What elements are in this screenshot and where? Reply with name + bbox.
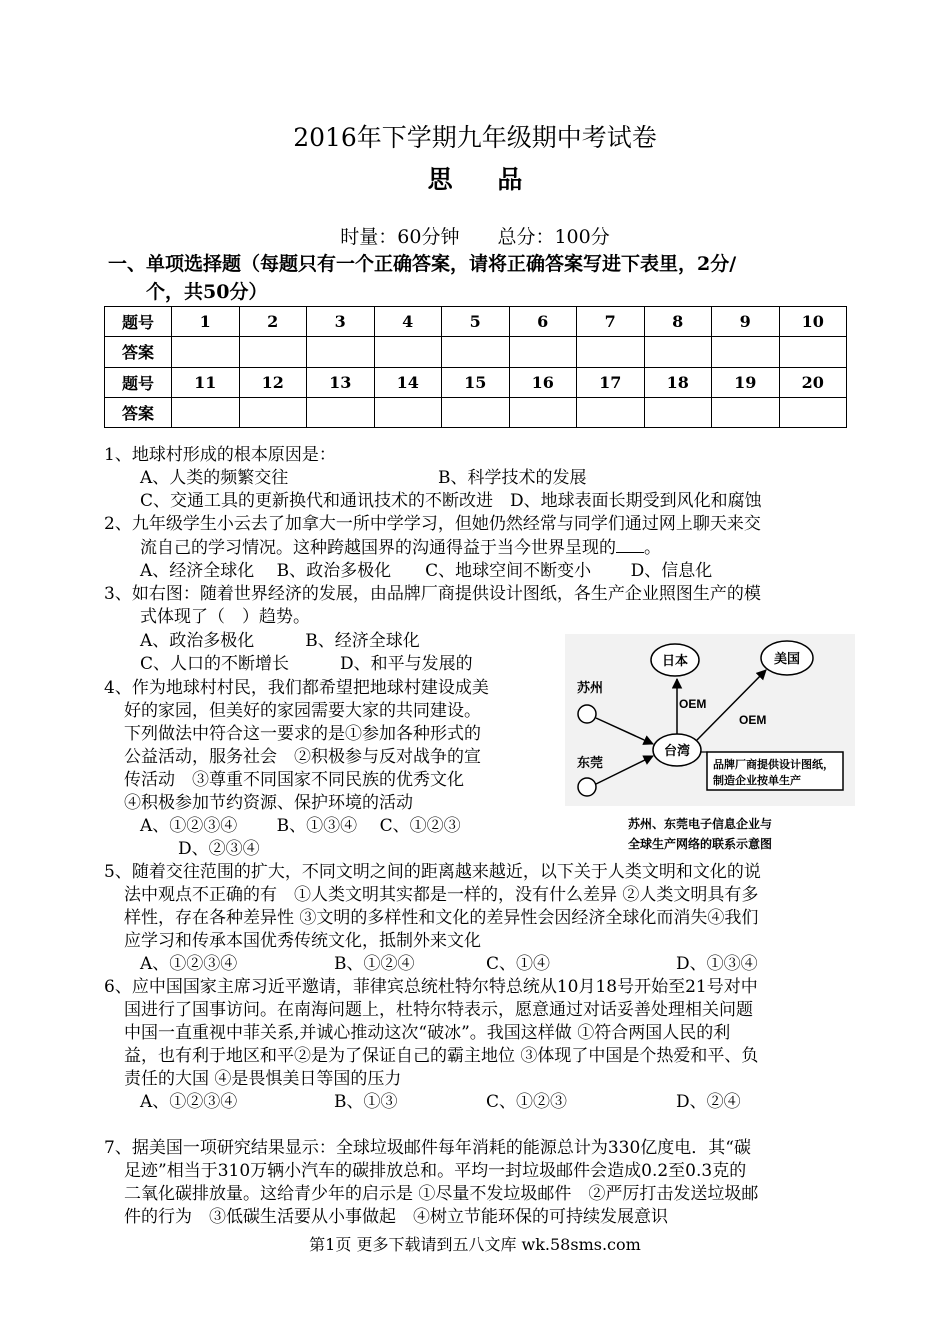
q4-options-abc: A、①②③④ B、①③④ C、①②③ [140, 816, 461, 836]
answer-cell[interactable] [239, 397, 307, 427]
label-usa: 美国 [773, 651, 801, 666]
answer-cell[interactable] [779, 397, 847, 427]
answer-cell[interactable] [374, 337, 442, 367]
q7-line3: 二氧化碳排放量。这给青少年的启示是 ①尽量不发垃圾邮件 ②严厉打击发送垃圾邮 [124, 1184, 759, 1204]
node-dongguan [578, 778, 596, 796]
answer-cell[interactable] [442, 397, 510, 427]
answer-cell[interactable] [577, 397, 645, 427]
table-row-answers-1 [105, 337, 847, 367]
q3-options-ab: A、政治多极化 B、经济全球化 [140, 631, 420, 651]
q2-line2 [140, 536, 661, 560]
answer-cell[interactable] [779, 337, 847, 367]
q6-line3: 中国一直重视中菲关系,并诚心推动这次“破冰”。我国这样做 ①符合两国人民的利 [124, 1023, 731, 1043]
label-question-no: 题号 [105, 307, 172, 337]
q1-stem: 1、地球村形成的根本原因是： [104, 445, 336, 465]
page-footer: 第1页 更多下载请到五八文库 wk.58sms.com [309, 1235, 641, 1254]
label-dongguan: 东莞 [577, 755, 604, 770]
q4-line4: 公益活动，服务社会 ②积极参与反对战争的宣 [124, 747, 481, 767]
table-cell-number: 7 [577, 307, 645, 337]
time-score-info: 时量：60分钟 总分：100分 [340, 226, 610, 248]
q6-line5: 责任的大国 ④是畏惧美日等国的压力 [124, 1069, 402, 1089]
table-cell-number: 13 [307, 367, 375, 397]
q4-line1: 4、作为地球村村民，我们都希望把地球村建设成美 [104, 678, 489, 698]
info-box-line2: 制造企业按单生产 [713, 775, 801, 787]
answer-cell[interactable] [712, 337, 780, 367]
q7-line4: 件的行为 ③低碳生活要从小事做起 ④树立节能环保的可持续发展意识 [124, 1207, 668, 1227]
label-suzhou: 苏州 [577, 680, 604, 695]
table-cell-number: 16 [509, 367, 577, 397]
exam-title: 2016年下学期九年级期中考试卷 [293, 123, 657, 152]
q4-line3: 下列做法中符合这一要求的是①参加各种形式的 [124, 724, 481, 744]
label-oem-1: OEM [679, 697, 707, 711]
q6-option-b: B、①③ [334, 1092, 398, 1112]
table-cell-number: 14 [374, 367, 442, 397]
table-row-numbers-2 [105, 367, 847, 397]
q5-option-c: C、①④ [486, 954, 551, 974]
table-cell-number: 19 [712, 367, 780, 397]
q1-option-b: B、科学技术的发展 [438, 468, 587, 488]
answer-cell[interactable] [374, 397, 442, 427]
table-cell-number: 15 [442, 367, 510, 397]
q5-option-b: B、①②④ [334, 954, 415, 974]
answer-cell[interactable] [712, 397, 780, 427]
table-cell-number: 2 [239, 307, 307, 337]
q6-option-c: C、①②③ [486, 1092, 568, 1112]
table-cell-number: 1 [172, 307, 240, 337]
answer-cell[interactable] [442, 337, 510, 367]
section-heading-line2: 个，共50分） [146, 281, 268, 303]
q5-line2: 法中观点不正确的有 ①人类文明其实都是一样的，没有什么差异 ②人类文明具有多 [124, 885, 759, 905]
table-cell-number: 17 [577, 367, 645, 397]
table-cell-number: 5 [442, 307, 510, 337]
table-cell-number: 20 [779, 367, 847, 397]
supply-chain-diagram [565, 634, 855, 856]
q3-line1: 3、如右图：随着世界经济的发展，由品牌厂商提供设计图纸，各生产企业照图生产的模 [104, 584, 761, 604]
q3-line2: 式体现了（ ）趋势。 [140, 607, 310, 627]
answer-cell[interactable] [644, 337, 712, 367]
info-box-line1: 品牌厂商提供设计图纸， [713, 759, 834, 771]
q6-option-a: A、①②③④ [140, 1092, 238, 1112]
q5-option-d: D、①③④ [676, 954, 758, 974]
q6-line2: 国进行了国事访问。在南海问题上，杜特尔特表示，愿意通过对话妥善处理相关问题 [124, 1000, 753, 1020]
node-suzhou [578, 705, 596, 723]
table-cell-number: 6 [509, 307, 577, 337]
q6-line4: 益，也有利于地区和平②是为了保证自己的霸主地位 ③体现了中国是个热爱和平、负 [124, 1046, 759, 1066]
table-cell-number: 8 [644, 307, 712, 337]
answer-cell[interactable] [172, 337, 240, 367]
answer-cell[interactable] [644, 397, 712, 427]
answer-cell[interactable] [172, 397, 240, 427]
figure-caption-line1: 苏州、东莞电子信息企业与 [627, 817, 773, 831]
table-cell-number: 9 [712, 307, 780, 337]
q5-line3: 样性，存在各种差异性 ③文明的多样性和文化的差异性会因经济全球化而消失④我们 [124, 908, 759, 928]
q5-option-a: A、①②③④ [140, 954, 238, 974]
q2-line2-end: 。 [644, 538, 661, 558]
answer-cell[interactable] [509, 337, 577, 367]
q6-line1: 6、应中国国家主席习近平邀请，菲律宾总统杜特尔特总统从10月18号开始至21号对中 [104, 977, 758, 997]
table-cell-number: 3 [307, 307, 375, 337]
subject-title: 思 品 [427, 165, 541, 194]
label-answer: 答案 [105, 337, 172, 367]
q5-line1: 5、随着交往范围的扩大，不同文明之间的距离越来越近，以下关于人类文明和文化的说 [104, 862, 761, 882]
table-cell-number: 10 [779, 307, 847, 337]
table-cell-number: 4 [374, 307, 442, 337]
table-cell-number: 12 [239, 367, 307, 397]
q2-line1: 2、九年级学生小云去了加拿大一所中学学习，但她仍然经常与同学们通过网上聊天来交 [104, 514, 761, 534]
figure-caption-line2: 全球生产网络的联系示意图 [627, 837, 773, 851]
answer-cell[interactable] [509, 397, 577, 427]
table-row-numbers-1 [105, 307, 847, 337]
q4-line6: ④积极参加节约资源、保护环境的活动 [124, 793, 413, 813]
q4-line5: 传活动 ③尊重不同国家不同民族的优秀文化 [124, 770, 464, 790]
q7-line1: 7、据美国一项研究结果显示：全球垃圾邮件每年消耗的能源总计为330亿度电．其“碳 [104, 1138, 751, 1158]
q2-options: A、经济全球化 B、政治多极化 C、地球空间不断变小 D、信息化 [140, 561, 713, 581]
label-oem-2: OEM [739, 713, 767, 727]
answer-cell[interactable] [239, 337, 307, 367]
q4-option-d: D、②③④ [178, 839, 260, 859]
q1-option-cd: C、交通工具的更新换代和通讯技术的不断改进 D、地球表面长期受到风化和腐蚀 [140, 491, 762, 511]
table-row-answers-2 [105, 397, 847, 427]
answer-table [104, 306, 847, 428]
q2-line2-text: 流自己的学习情况。这种跨越国界的沟通得益于当今世界呈现的 [140, 538, 616, 558]
label-taiwan: 台湾 [663, 743, 691, 758]
answer-cell[interactable] [577, 337, 645, 367]
answer-cell[interactable] [307, 337, 375, 367]
label-japan: 日本 [661, 653, 689, 668]
table-cell-number: 11 [172, 367, 240, 397]
label-answer: 答案 [105, 397, 172, 427]
section-heading-line1: 一、单项选择题（每题只有一个正确答案，请将正确答案写进下表里，2分/ [108, 253, 737, 275]
q1-option-a: A、人类的频繁交往 [140, 468, 289, 488]
q5-line4: 应学习和传承本国优秀传统文化，抵制外来文化 [124, 931, 481, 951]
q4-line2: 好的家园，但美好的家园需要大家的共同建设。 [124, 701, 481, 721]
q3-options-cd: C、人口的不断增长 D、和平与发展的 [140, 654, 473, 674]
q2-blank [616, 536, 644, 553]
q7-line2: 足迹”相当于310万辆小汽车的碳排放总和。平均一封垃圾邮件会造成0.2至0.3克的 [124, 1161, 747, 1181]
q6-option-d: D、②④ [676, 1092, 741, 1112]
table-cell-number: 18 [644, 367, 712, 397]
answer-cell[interactable] [307, 397, 375, 427]
label-question-no: 题号 [105, 367, 172, 397]
